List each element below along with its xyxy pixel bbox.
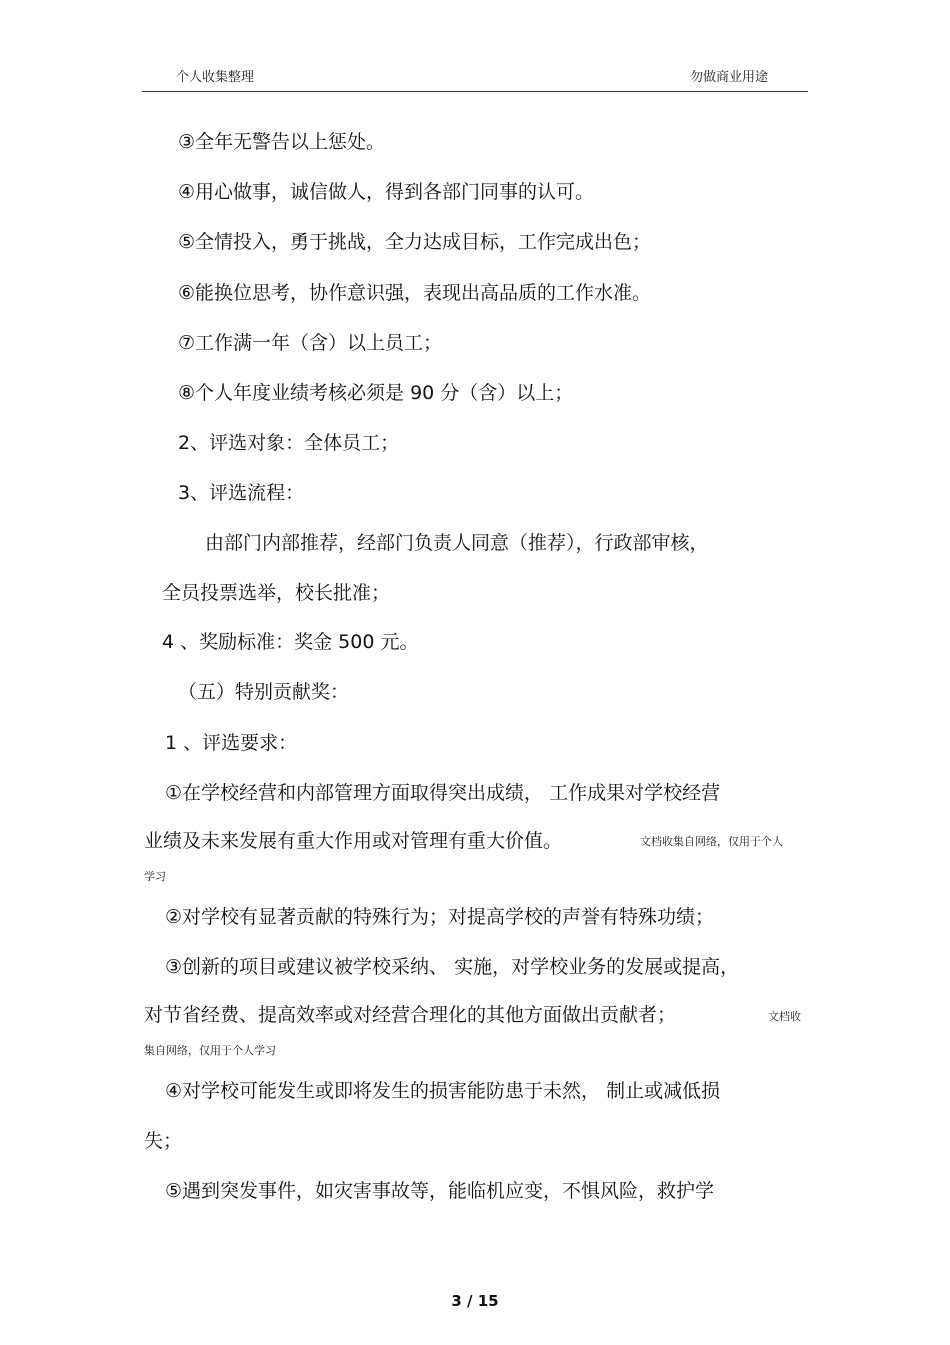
text-line: 对节省经费、提高效率或对经营合理化的其他方面做出贡献者； bbox=[144, 1004, 677, 1026]
text-line: 全员投票选举，校长批准； bbox=[162, 582, 391, 604]
text-line: ⑤全情投入，勇于挑战，全力达成目标，工作完成出色； bbox=[178, 231, 652, 253]
section-heading: （五）特别贡献奖： bbox=[178, 681, 350, 703]
watermark-note: 集自网络，仅用于个人学习 bbox=[144, 1044, 276, 1057]
text-line: ⑧个人年度业绩考核必须是 90 分（含）以上； bbox=[178, 382, 574, 404]
text-line: 由部门内部推荐，经部门负责人同意（推荐），行政部审核， bbox=[205, 532, 709, 554]
text-line: ②对学校有显著贡献的特殊行为；对提高学校的声誉有特殊功绩； bbox=[165, 906, 715, 928]
watermark-note: 学习 bbox=[144, 870, 166, 883]
text-line: ④用心做事，诚信做人，得到各部门同事的认可。 bbox=[178, 181, 595, 203]
text-line: ⑦工作满一年（含）以上员工； bbox=[178, 332, 443, 354]
text-line: ③全年无警告以上惩处。 bbox=[178, 131, 386, 153]
header-right-text: 勿做商业用途 bbox=[689, 70, 768, 85]
text-line: 业绩及未来发展有重大作用或对管理有重大价值。 bbox=[144, 830, 563, 852]
text-line: 失； bbox=[144, 1130, 183, 1152]
text-line: 4 、奖励标准：奖金 500 元。 bbox=[162, 631, 419, 653]
watermark-note: 文档收集自网络，仅用于个人 bbox=[640, 835, 783, 848]
text-line: 2、评选对象：全体员工； bbox=[178, 432, 400, 454]
header-rule bbox=[142, 91, 808, 92]
text-line: ④对学校可能发生或即将发生的损害能防患于未然， 制止或减低损 bbox=[165, 1080, 721, 1102]
text-line: ③创新的项目或建议被学校采纳、 实施，对学校业务的发展或提高， bbox=[165, 956, 740, 978]
header-left-text: 个人收集整理 bbox=[176, 70, 255, 85]
page-number: 3 / 15 bbox=[451, 1292, 499, 1310]
text-line: 1 、评选要求： bbox=[165, 732, 298, 754]
text-line: 3、评选流程： bbox=[178, 482, 305, 504]
text-line: ⑤遇到突发事件，如灾害事故等，能临机应变，不惧风险，救护学 bbox=[165, 1180, 715, 1202]
text-line: ①在学校经营和内部管理方面取得突出成绩， 工作成果对学校经营 bbox=[165, 782, 721, 804]
watermark-note: 文档收 bbox=[768, 1010, 801, 1023]
text-line: ⑥能换位思考，协作意识强，表现出高品质的工作水准。 bbox=[178, 282, 652, 304]
